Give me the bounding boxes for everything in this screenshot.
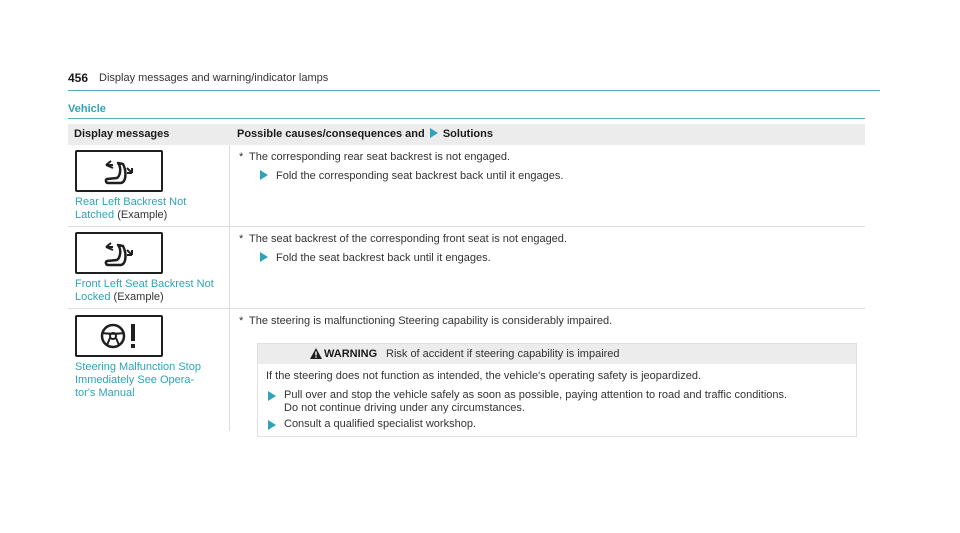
bullet-star-icon: *: [239, 315, 244, 327]
cause-text: [239, 315, 612, 327]
warning-step-text: Pull over and stop the vehicle safely as soon as possible, paying attention to road and traffic conditions.: [284, 389, 788, 401]
message-link-line[interactable]: Steering Malfunction Stop: [75, 361, 201, 373]
bullet-star-icon: *: [239, 233, 244, 245]
message-link-line[interactable]: tor's Manual: [75, 387, 135, 399]
solutions-label: Solutions: [442, 128, 493, 140]
table-row: [68, 227, 865, 309]
warning-description: Risk of accident if steering capability is impaired: [386, 348, 620, 360]
play-arrow-icon: [260, 170, 268, 180]
play-arrow-icon: [268, 391, 276, 401]
cause-label: The corresponding rear seat backrest is not engaged.: [249, 151, 511, 163]
steering-wheel-warning-icon: [75, 315, 163, 357]
display-messages-table: [68, 124, 865, 430]
solution-step: [258, 170, 563, 182]
warning-header: [258, 344, 856, 364]
page-header-title: Display messages and warning/indicator lamps: [99, 72, 329, 84]
message-cell: [75, 150, 225, 222]
message-link[interactable]: Rear Left Backrest Not Latched: [75, 196, 187, 221]
column-header-causes: [237, 128, 493, 140]
column-header-messages: Display messages: [74, 128, 170, 140]
cause-label: The steering is malfunctioning Steering capability is considerably impaired.: [249, 315, 613, 327]
solution-label: Fold the corresponding seat backrest back until it engages.: [276, 170, 564, 182]
cause-text: [239, 151, 510, 163]
warning-step: [266, 418, 476, 431]
warning-triangle-icon: [310, 348, 322, 359]
message-link-line[interactable]: Immediately See Opera-: [75, 374, 195, 386]
message-cell: [75, 315, 225, 400]
column-divider: [229, 227, 230, 309]
play-arrow-icon: [260, 252, 268, 262]
bullet-star-icon: *: [239, 151, 244, 163]
cause-text: [239, 233, 567, 245]
page-number: 456: [68, 71, 89, 85]
warning-step-text: Consult a qualified specialist workshop.: [284, 418, 476, 430]
page-header: [68, 71, 880, 91]
section-divider: [68, 118, 865, 119]
play-arrow-icon: [268, 420, 276, 430]
column-divider: [229, 309, 230, 431]
message-cell: [75, 232, 225, 304]
seat-backrest-icon: [75, 150, 163, 192]
causes-label: Possible causes/consequences and: [237, 128, 425, 140]
message-suffix: (Example): [113, 291, 164, 303]
message-label: [75, 196, 225, 222]
column-divider: [229, 145, 230, 227]
warning-label: WARNING: [324, 348, 378, 360]
warning-step-text: Do not continue driving under any circumstances.: [284, 402, 525, 414]
solution-label: Fold the seat backrest back until it engages.: [276, 252, 491, 264]
seat-backrest-icon: [75, 232, 163, 274]
table-row: [68, 145, 865, 227]
warning-box: [257, 343, 857, 437]
warning-body: If the steering does not function as intended, the vehicle's operating safety is jeopardized.: [266, 370, 702, 382]
solution-step: [258, 252, 491, 264]
section-title: Vehicle: [68, 103, 106, 115]
table-header-row: [68, 124, 865, 145]
message-suffix: (Example): [117, 209, 168, 221]
warning-step: [266, 389, 787, 415]
message-link[interactable]: Front Left Seat Backrest Not Locked: [75, 278, 214, 303]
message-label[interactable]: [75, 361, 225, 400]
cause-label: The seat backrest of the corresponding front seat is not engaged.: [249, 233, 567, 245]
message-label: [75, 278, 225, 304]
play-arrow-icon: [430, 128, 438, 138]
table-row: [68, 309, 865, 431]
